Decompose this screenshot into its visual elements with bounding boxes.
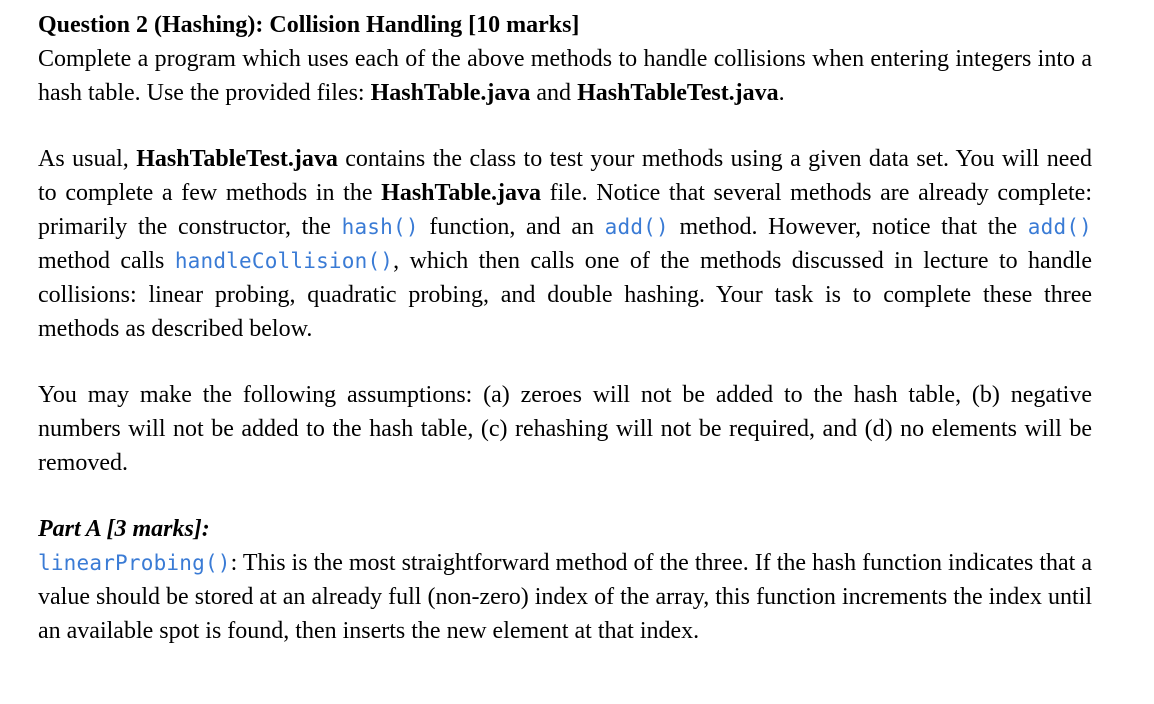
code-handle-collision: handleCollision() <box>174 249 394 273</box>
question-heading: Question 2 (Hashing): Collision Handling [10 marks] <box>38 12 580 38</box>
part-a-paragraph <box>38 546 1092 648</box>
usage-text-4: function, and an <box>418 214 605 240</box>
intro-text-3: . <box>778 80 785 106</box>
paragraph-gap <box>38 480 1092 512</box>
intro-paragraph <box>38 42 1092 110</box>
paragraph-gap <box>38 110 1092 142</box>
code-add-1: add() <box>604 215 669 239</box>
assumptions-paragraph: You may make the following assumptions: (a) zeroes will not be added to the hash table, (b) negative numbers will not be added to the hash table, (c) rehashing will not be required, and (d) no elements will be removed. <box>38 382 1092 476</box>
usage-paragraph <box>38 142 1092 346</box>
usage-text-1: As usual, <box>38 146 137 172</box>
intro-file-hashtable: HashTable.java <box>370 80 531 106</box>
code-add-2: add() <box>1027 215 1093 239</box>
usage-text-7: , which then calls one of the methods discussed in lecture to handle collisions: linear probing, quadratic probing, and double hashing. Your task is to complete these three methods as described below. <box>38 248 1092 342</box>
usage-text-5: method. However, notice that the <box>668 214 1028 240</box>
intro-file-hashtabletest: HashTableTest.java <box>577 80 779 106</box>
usage-file-hashtabletest: HashTableTest.java <box>136 146 338 172</box>
code-hash: hash() <box>341 215 419 239</box>
document-page <box>38 8 1092 648</box>
code-linear-probing: linearProbing() <box>38 551 231 575</box>
usage-text-3: file. Notice that several methods are already complete: primarily the constructor, the <box>38 180 1092 240</box>
usage-text-6: method calls <box>38 248 175 274</box>
part-a-title: Part A [3 marks]: <box>38 516 210 542</box>
usage-text-2: contains the class to test your methods using a given data set. You will need to complete a few methods in the <box>38 146 1092 206</box>
part-a-text: : This is the most straightforward method of the three. If the hash function indicates that a value should be stored at an already full (non-zero) index of the array, this function increments the index until an available spot is found, then inserts the new element at that index. <box>38 550 1092 644</box>
usage-file-hashtable: HashTable.java <box>381 180 541 206</box>
paragraph-gap <box>38 346 1092 378</box>
intro-text-1: Complete a program which uses each of the above methods to handle collisions when entering integers into a hash table. Use the provided files: <box>38 46 1092 106</box>
intro-text-2: and <box>530 80 578 106</box>
